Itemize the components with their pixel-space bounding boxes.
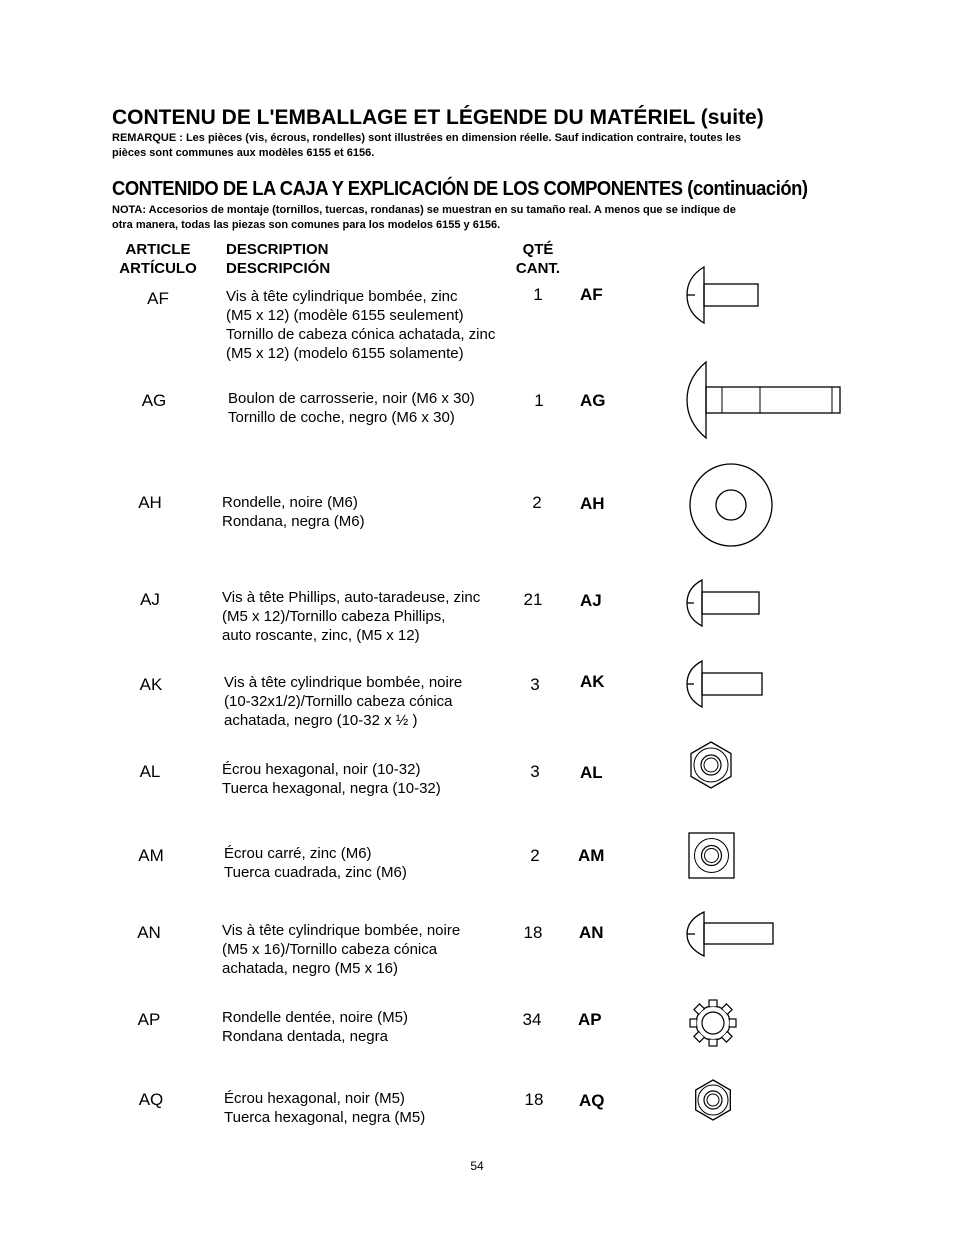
square-nut-icon (686, 830, 738, 882)
item-code: AQ (138, 1090, 164, 1109)
item-qty: 18 (524, 1090, 544, 1109)
item-code-label: AH (580, 494, 605, 513)
item-code: AG (141, 391, 167, 410)
item-description-line: Écrou hexagonal, noir (M5) (224, 1090, 405, 1107)
item-description-line: achatada, negro (M5 x 16) (222, 960, 398, 977)
item-code-label: AM (578, 846, 605, 865)
item-description-line: achatada, negro (10-32 x ½ ) (224, 712, 418, 729)
item-description-line: Tuerca cuadrada, zinc (M6) (224, 864, 407, 881)
washer-icon (686, 462, 776, 550)
note-fr-line: pièces sont communes aux modèles 6155 et 6156. (112, 147, 375, 159)
column-header-description-line: DESCRIPCIÓN (226, 260, 331, 277)
phillips-screw-icon (684, 578, 764, 628)
item-description-line: (M5 x 12) (modèle 6155 seulement) (226, 307, 464, 324)
item-code: AF (147, 289, 169, 308)
item-qty: 2 (530, 846, 540, 865)
note-es-line: otra manera, todas las piezas son comunes para los modelos 6155 y 6156. (112, 219, 501, 231)
column-header-article-line: ARTICLE (125, 241, 191, 258)
item-code-label: AN (579, 923, 604, 942)
item-code-label: AL (580, 763, 603, 782)
item-description (222, 921, 460, 978)
page-title-fr: CONTENU DE L'EMBALLAGE ET LÉGENDE DU MATÉRIEL (suite) (112, 106, 764, 129)
hex-nut-icon (691, 1078, 735, 1122)
item-description-line: Vis à tête Phillips, auto-taradeuse, zinc (222, 589, 481, 606)
item-description-line: Rondana dentada, negra (222, 1028, 388, 1045)
item-code: AJ (140, 590, 160, 609)
item-description-line: (M5 x 12)/Tornillo cabeza Phillips, (222, 608, 446, 625)
item-qty: 3 (530, 762, 540, 781)
column-header-description (226, 240, 330, 278)
item-code-label: AK (580, 672, 605, 691)
pan-head-screw-icon (684, 659, 768, 709)
column-header-qty (508, 240, 568, 278)
item-description-line: Rondana, negra (M6) (222, 513, 365, 530)
column-header-qty-line: QTÉ (522, 241, 554, 258)
item-description-line: Vis à tête cylindrique bombée, zinc (226, 288, 458, 305)
page-number: 54 (470, 1159, 484, 1173)
pan-head-screw-icon (684, 264, 764, 326)
item-description (222, 1008, 408, 1046)
item-code: AK (139, 675, 163, 694)
item-description (222, 760, 441, 798)
item-qty: 1 (534, 391, 544, 410)
item-qty: 3 (530, 675, 540, 694)
item-description-line: Vis à tête cylindrique bombée, noire (222, 922, 461, 939)
item-description-line: Rondelle, noire (M6) (222, 494, 358, 511)
note-fr-line: REMARQUE : Les pièces (vis, écrous, rondelles) sont illustrées en dimension réelle. Sauf indication contraire, toutes les (112, 132, 742, 144)
item-qty: 18 (523, 923, 543, 942)
item-description (228, 389, 475, 427)
item-code: AP (137, 1010, 161, 1029)
item-description (224, 1089, 425, 1127)
item-description (224, 844, 407, 882)
item-code-label: AG (580, 391, 606, 410)
item-description-line: (M5 x 12) (modelo 6155 solamente) (226, 345, 464, 362)
item-description (224, 673, 462, 730)
column-header-qty-line: CANT. (515, 260, 561, 277)
item-description (222, 493, 365, 531)
item-code-label: AQ (579, 1091, 605, 1110)
item-description-line: Boulon de carrosserie, noir (M6 x 30) (228, 390, 475, 407)
note-es-line: NOTA: Accesorios de montaje (tornillos, tuercas, rondanas) se muestran en su tamaño real. A menos que se indique de (112, 204, 736, 216)
item-code-label: AP (578, 1010, 602, 1029)
column-header-article-line: ARTÍCULO (119, 260, 197, 277)
note-fr (112, 131, 741, 161)
item-description-line: Écrou carré, zinc (M6) (224, 845, 372, 862)
item-code-label: AF (580, 285, 603, 304)
item-description-line: Écrou hexagonal, noir (10-32) (222, 761, 421, 778)
item-code: AL (139, 762, 161, 781)
item-description-line: Vis à tête cylindrique bombée, noire (224, 674, 463, 691)
item-description-line: Tornillo de cabeza cónica achatada, zinc (226, 326, 496, 343)
item-qty: 2 (532, 493, 542, 512)
item-qty: 21 (523, 590, 543, 609)
item-code: AH (138, 493, 162, 512)
item-description-line: Tornillo de coche, negro (M6 x 30) (228, 409, 455, 426)
column-header-description-line: DESCRIPTION (226, 241, 329, 258)
note-es (112, 203, 736, 233)
item-description (226, 287, 495, 363)
hex-nut-icon (686, 740, 736, 790)
item-description-line: (M5 x 16)/Tornillo cabeza cónica (222, 941, 438, 958)
item-qty: 34 (522, 1010, 542, 1029)
item-description-line: (10-32x1/2)/Tornillo cabeza cónica (224, 693, 453, 710)
item-qty: 1 (533, 285, 543, 304)
star-washer-icon (688, 998, 738, 1048)
item-description-line: Rondelle dentée, noire (M5) (222, 1009, 408, 1026)
item-code: AM (138, 846, 164, 865)
item-description-line: Tuerca hexagonal, negra (10-32) (222, 780, 441, 797)
pan-head-screw-icon (684, 910, 778, 958)
page-title-es: CONTENIDO DE LA CAJA Y EXPLICACIÓN DE LOS COMPONENTES (continuación) (112, 178, 808, 200)
item-code: AN (137, 923, 161, 942)
item-description (222, 588, 480, 645)
carriage-bolt-icon (684, 358, 844, 442)
item-description-line: auto roscante, zinc, (M5 x 12) (222, 627, 420, 644)
item-description-line: Tuerca hexagonal, negra (M5) (224, 1109, 426, 1126)
column-header-article (112, 240, 204, 278)
item-code-label: AJ (580, 591, 602, 610)
